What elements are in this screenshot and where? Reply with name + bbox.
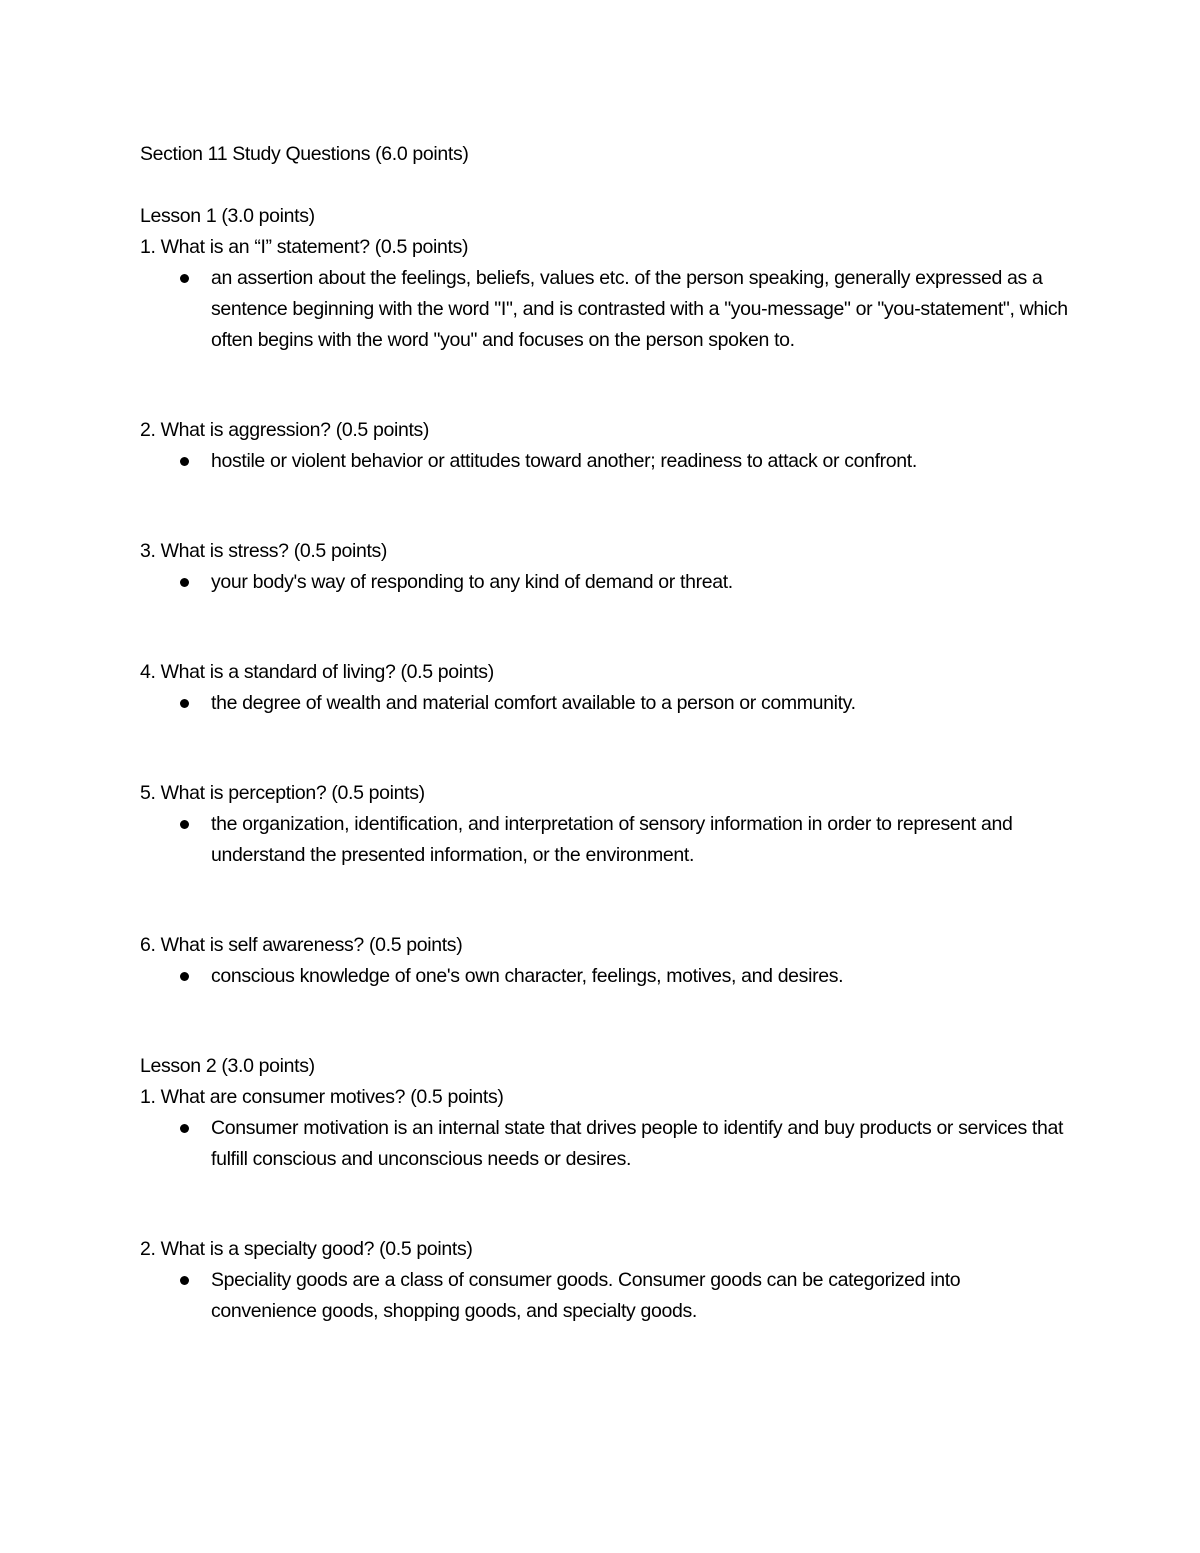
answer-list [140,1113,1070,1175]
question-text: 5. What is perception? (0.5 points) [140,782,425,804]
answer-text: the degree of wealth and material comfort available to a person or community. [211,692,856,714]
question-block [140,1082,1070,1175]
answer-text: an assertion about the feelings, beliefs, values etc. of the person speaking, generally expressed as a sentence beginning with the word "I", and is contrasted with a "you-message" or "you-statement", which often begins with the word "you" and focuses on the person spoken to. [211,267,1068,351]
bullet-icon [180,274,189,283]
answer-item [140,809,1070,871]
question-block [140,930,1070,992]
answer-item [140,567,1070,598]
answer-item [140,446,1070,477]
answer-item [140,1113,1070,1175]
question-block [140,536,1070,598]
answer-list [140,567,1070,598]
answer-text: Consumer motivation is an internal state that drives people to identify and buy products or services that fulfill conscious and unconscious needs or desires. [211,1117,1064,1170]
section-title: Section 11 Study Questions (6.0 points) [140,143,469,165]
answer-text: conscious knowledge of one's own character, feelings, motives, and desires. [211,965,844,987]
document-page [140,139,1070,1327]
question-text: 6. What is self awareness? (0.5 points) [140,934,463,956]
answer-list [140,961,1070,992]
question-block [140,778,1070,871]
question-text: 1. What is an “I” statement? (0.5 points) [140,236,469,258]
answer-text: Speciality goods are a class of consumer goods. Consumer goods can be categorized into convenience goods, shopping goods, and specialty goods. [211,1269,961,1322]
question-text: 4. What is a standard of living? (0.5 points) [140,661,494,683]
answer-list [140,809,1070,871]
answer-list [140,1265,1070,1327]
question-block [140,232,1070,356]
question-block [140,657,1070,719]
lesson-heading: Lesson 2 (3.0 points) [140,1055,315,1077]
bullet-icon [180,578,189,587]
answer-list [140,688,1070,719]
answer-text: your body's way of responding to any kind of demand or threat. [211,571,733,593]
lesson-block [140,1051,1070,1327]
question-text: 3. What is stress? (0.5 points) [140,540,388,562]
question-text: 2. What is aggression? (0.5 points) [140,419,430,441]
bullet-icon [180,820,189,829]
answer-list [140,263,1070,356]
answer-item [140,1265,1070,1327]
question-block [140,1234,1070,1327]
answer-text: hostile or violent behavior or attitudes toward another; readiness to attack or confront. [211,450,917,472]
answer-list [140,446,1070,477]
lesson-heading: Lesson 1 (3.0 points) [140,205,315,227]
lesson-block [140,201,1070,992]
bullet-icon [180,699,189,708]
answer-item [140,961,1070,992]
answer-text: the organization, identification, and interpretation of sensory information in order to represent and understand the presented information, or the environment. [211,813,1013,866]
bullet-icon [180,1276,189,1285]
bullet-icon [180,972,189,981]
question-text: 2. What is a specialty good? (0.5 points) [140,1238,473,1260]
bullet-icon [180,1124,189,1133]
answer-item [140,688,1070,719]
bullet-icon [180,457,189,466]
question-text: 1. What are consumer motives? (0.5 points) [140,1086,504,1108]
answer-item [140,263,1070,356]
question-block [140,415,1070,477]
